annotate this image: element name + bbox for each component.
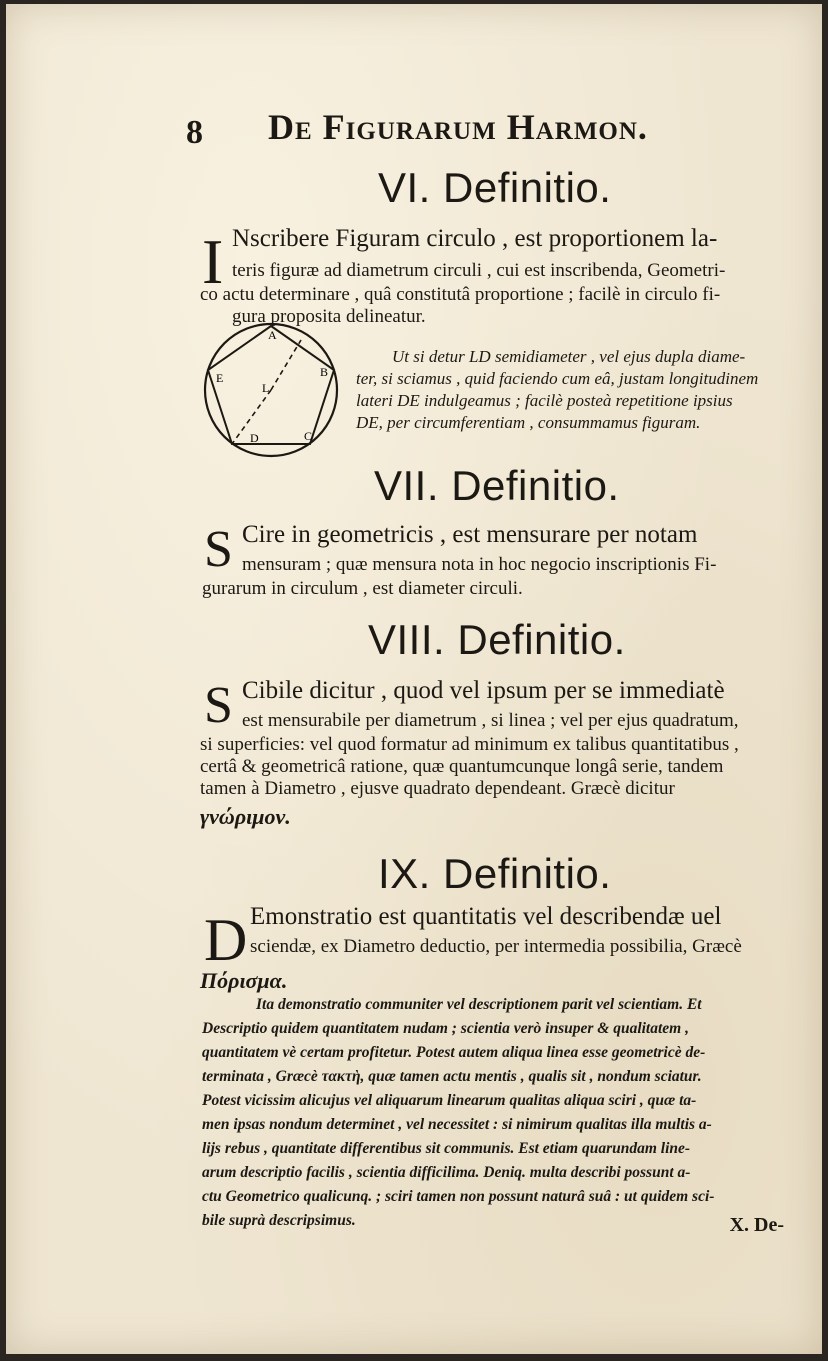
definition-6-example: Ut si detur LD semidiameter , vel ejus dupla diame- [392, 347, 746, 366]
definition-9-first-line: Emonstratio est quantitatis vel describendæ uel [250, 903, 722, 930]
figure-label-l: L [262, 381, 270, 395]
definition-9-commentary: bile suprà descripsimus. [202, 1212, 356, 1229]
definition-9-commentary: men ipsas nondum determinet , vel necessitet : si nimirum qualitas illa multis a- [202, 1116, 712, 1133]
figure-label-c: C [304, 429, 313, 443]
figure-radius-dashed [271, 340, 301, 390]
definition-9-heading: IX. Definitio. [378, 850, 612, 897]
catchword: X. De- [729, 1214, 784, 1236]
definition-6-example: lateri DE indulgeamus ; facilè posteà repetitione ipsius [356, 391, 733, 410]
definition-7-heading: VII. Definitio. [374, 462, 620, 509]
definition-8-line: est mensurabile per diametrum , si linea ; vel per ejus quadratum, [242, 710, 739, 731]
definition-6-example: DE, per circumferentiam , consummamus figuram. [356, 413, 701, 432]
definition-7-dropcap: S [204, 521, 233, 578]
figure-pentagon [208, 326, 334, 444]
definition-6-heading: VI. Definitio. [378, 164, 612, 211]
definition-8-first-line: Cibile dicitur , quod vel ipsum per se immediatè [242, 677, 725, 704]
definition-9-commentary: Descriptio quidem quantitatem nudam ; scientia verò insuper & qualitatem , [202, 1020, 689, 1037]
page-number: 8 [186, 114, 203, 151]
definition-8-heading: VIII. Definitio. [368, 616, 626, 663]
definition-6-first-line: Nscribere Figuram circulo , est proportionem la- [232, 225, 718, 252]
definition-8-line: certâ & geometricâ ratione, quæ quantumcunque longâ serie, tandem [200, 756, 724, 777]
definition-9-commentary: Potest vicissim alicujus vel aliquarum linearum qualitas aliqua sciri , quæ ta- [202, 1092, 697, 1109]
definition-9-dropcap: D [204, 907, 248, 973]
definition-6-dropcap: I [202, 226, 224, 297]
book-page [6, 4, 822, 1354]
definition-6-line: co actu determinare , quâ constitutâ proportione ; facilè in circulo fi- [200, 284, 721, 305]
definition-8-greek-term: γνώριμον. [200, 804, 291, 829]
figure-label-e: E [216, 371, 224, 385]
definition-7-line: gurarum in circulum , est diameter circuli. [202, 578, 523, 599]
definition-9-commentary: quantitatem vè certam profitetur. Potest autem aliqua linea esse geometricè de- [202, 1044, 706, 1061]
definition-9-commentary: terminata , Græcè τακτὴ, quæ tamen actu mentis , qualis sit , nondum sciatur. [202, 1068, 702, 1085]
definition-6-line: teris figuræ ad diametrum circuli , cui est inscribenda, Geometri- [232, 260, 726, 281]
definition-8-line: tamen à Diametro , ejusve quadrato dependeant. Græcè dicitur [200, 778, 675, 799]
definition-8-line: si superficies: vel quod formatur ad minimum ex talibus quantitatibus , [200, 734, 739, 755]
definition-7-first-line: Cire in geometricis , est mensurare per notam [242, 521, 698, 548]
figure-label-d: D [250, 431, 259, 445]
definition-7-line: mensuram ; quæ mensura nota in hoc negocio inscriptionis Fi- [242, 554, 717, 575]
definition-9-greek-term: Πόρισμα. [200, 968, 288, 993]
figure-label-b: B [320, 365, 329, 379]
definition-6-example: ter, si sciamus , quid faciendo cum eâ, justam longitudinem [356, 369, 759, 388]
definition-9-commentary: arum descriptio facilis , scientia difficilima. Deniq. multa describi possunt a- [202, 1164, 691, 1181]
figure-label-a: A [268, 328, 277, 342]
pentagon-circle-figure [196, 320, 346, 470]
running-head: De Figurarum Harmon. [268, 107, 648, 147]
definition-6-line: gura proposita delineatur. [232, 306, 426, 327]
definition-8-dropcap: S [204, 677, 233, 734]
definition-9-commentary: lijs rebus , quantitate differentibus sit communis. Est etiam quarundam line- [202, 1140, 691, 1157]
definition-9-commentary: Ita demonstratio communiter vel descriptionem parit vel scientiam. Et [256, 996, 702, 1013]
definition-9-line: sciendæ, ex Diametro deductio, per intermedia possibilia, Græcè [250, 936, 742, 957]
definition-9-commentary: ctu Geometrico qualicunq. ; sciri tamen non possunt naturâ suâ : ut quidem sci- [202, 1188, 715, 1205]
